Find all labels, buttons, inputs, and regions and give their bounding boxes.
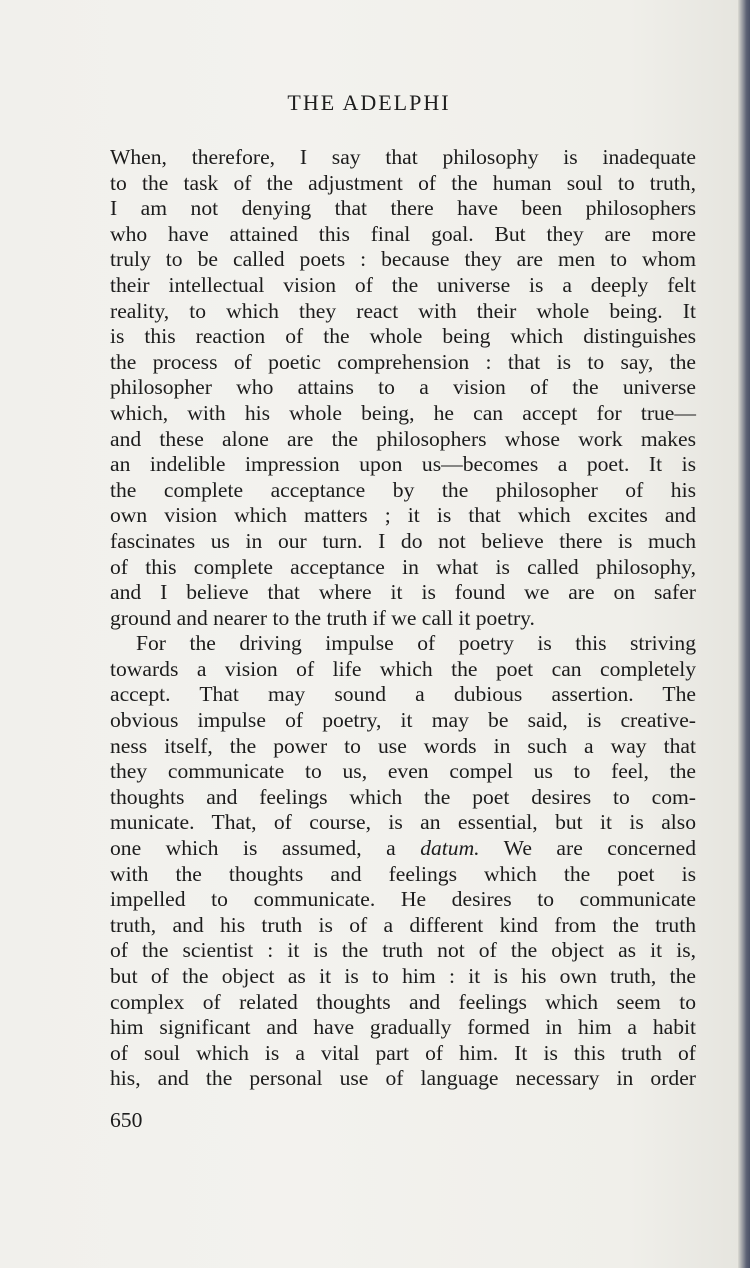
text-line: complex of related thoughts and feelings which seem to	[110, 989, 696, 1014]
text-span: one which is assumed, a	[110, 836, 421, 861]
text-line: of soul which is a vital part of him. It is this truth of	[110, 1040, 696, 1065]
text-line: to the task of the adjustment of the human soul to truth,	[110, 170, 696, 195]
text-line: municate. That, of course, is an essential, but it is also	[110, 810, 696, 835]
page-number: 650	[110, 1108, 143, 1132]
text-line: truly to be called poets : because they are men to whom	[110, 247, 696, 272]
text-line: thoughts and feelings which the poet desires to com-	[110, 784, 696, 809]
text-line: accept. That may sound a dubious assertion. The	[110, 682, 696, 707]
running-head: THE ADELPHI	[287, 90, 451, 115]
text-line: his, and the personal use of language necessary in order	[110, 1066, 696, 1091]
text-line: own vision which matters ; it is that which excites and	[110, 503, 696, 528]
text-line: is this reaction of the whole being which distinguishes	[110, 324, 696, 349]
text-line: I am not denying that there have been philosophers	[110, 196, 696, 221]
text-line-with-italic	[110, 836, 696, 862]
text-span: We are concerned	[479, 836, 696, 861]
text-line: obvious impulse of poetry, it may be said, is creative-	[110, 708, 696, 733]
text-line: truth, and his truth is of a different kind from the truth	[110, 912, 696, 937]
text-line: of the scientist : it is the truth not of the object as it is,	[110, 938, 696, 963]
page-edge	[738, 0, 750, 1268]
body-text	[110, 145, 696, 1092]
text-line: For the driving impulse of poetry is this striving	[136, 631, 696, 656]
text-line: with the thoughts and feelings which the poet is	[110, 861, 696, 886]
text-line: the complete acceptance by the philosopher of his	[110, 477, 696, 502]
text-line: When, therefore, I say that philosophy is inadequate	[110, 145, 696, 169]
text-line: of this complete acceptance in what is called philosophy,	[110, 554, 696, 579]
text-line: and these alone are the philosophers whose work makes	[110, 426, 696, 451]
text-line: their intellectual vision of the universe is a deeply felt	[110, 272, 696, 297]
text-line: towards a vision of life which the poet can completely	[110, 656, 696, 681]
text-line: ground and nearer to the truth if we call it poetry.	[110, 605, 535, 630]
italic-word: datum.	[420, 836, 480, 861]
text-line: they communicate to us, even compel us to feel, the	[110, 759, 696, 784]
text-line: ness itself, the power to use words in such a way that	[110, 733, 696, 758]
text-line: impelled to communicate. He desires to communicate	[110, 887, 696, 912]
text-line: him significant and have gradually formed in him a habit	[110, 1015, 696, 1040]
text-line: who have attained this final goal. But they are more	[110, 221, 696, 246]
text-line: reality, to which they react with their whole being. It	[110, 298, 696, 323]
text-line: the process of poetic comprehension : that is to say, the	[110, 349, 696, 374]
text-line: which, with his whole being, he can accept for true—	[110, 400, 696, 425]
text-line: fascinates us in our turn. I do not believe there is much	[110, 528, 696, 553]
text-line: and I believe that where it is found we are on safer	[110, 580, 696, 605]
text-line: philosopher who attains to a vision of the universe	[110, 375, 696, 400]
text-line: an indelible impression upon us—becomes a poet. It is	[110, 452, 696, 477]
text-line: but of the object as it is to him : it is his own truth, the	[110, 964, 696, 988]
